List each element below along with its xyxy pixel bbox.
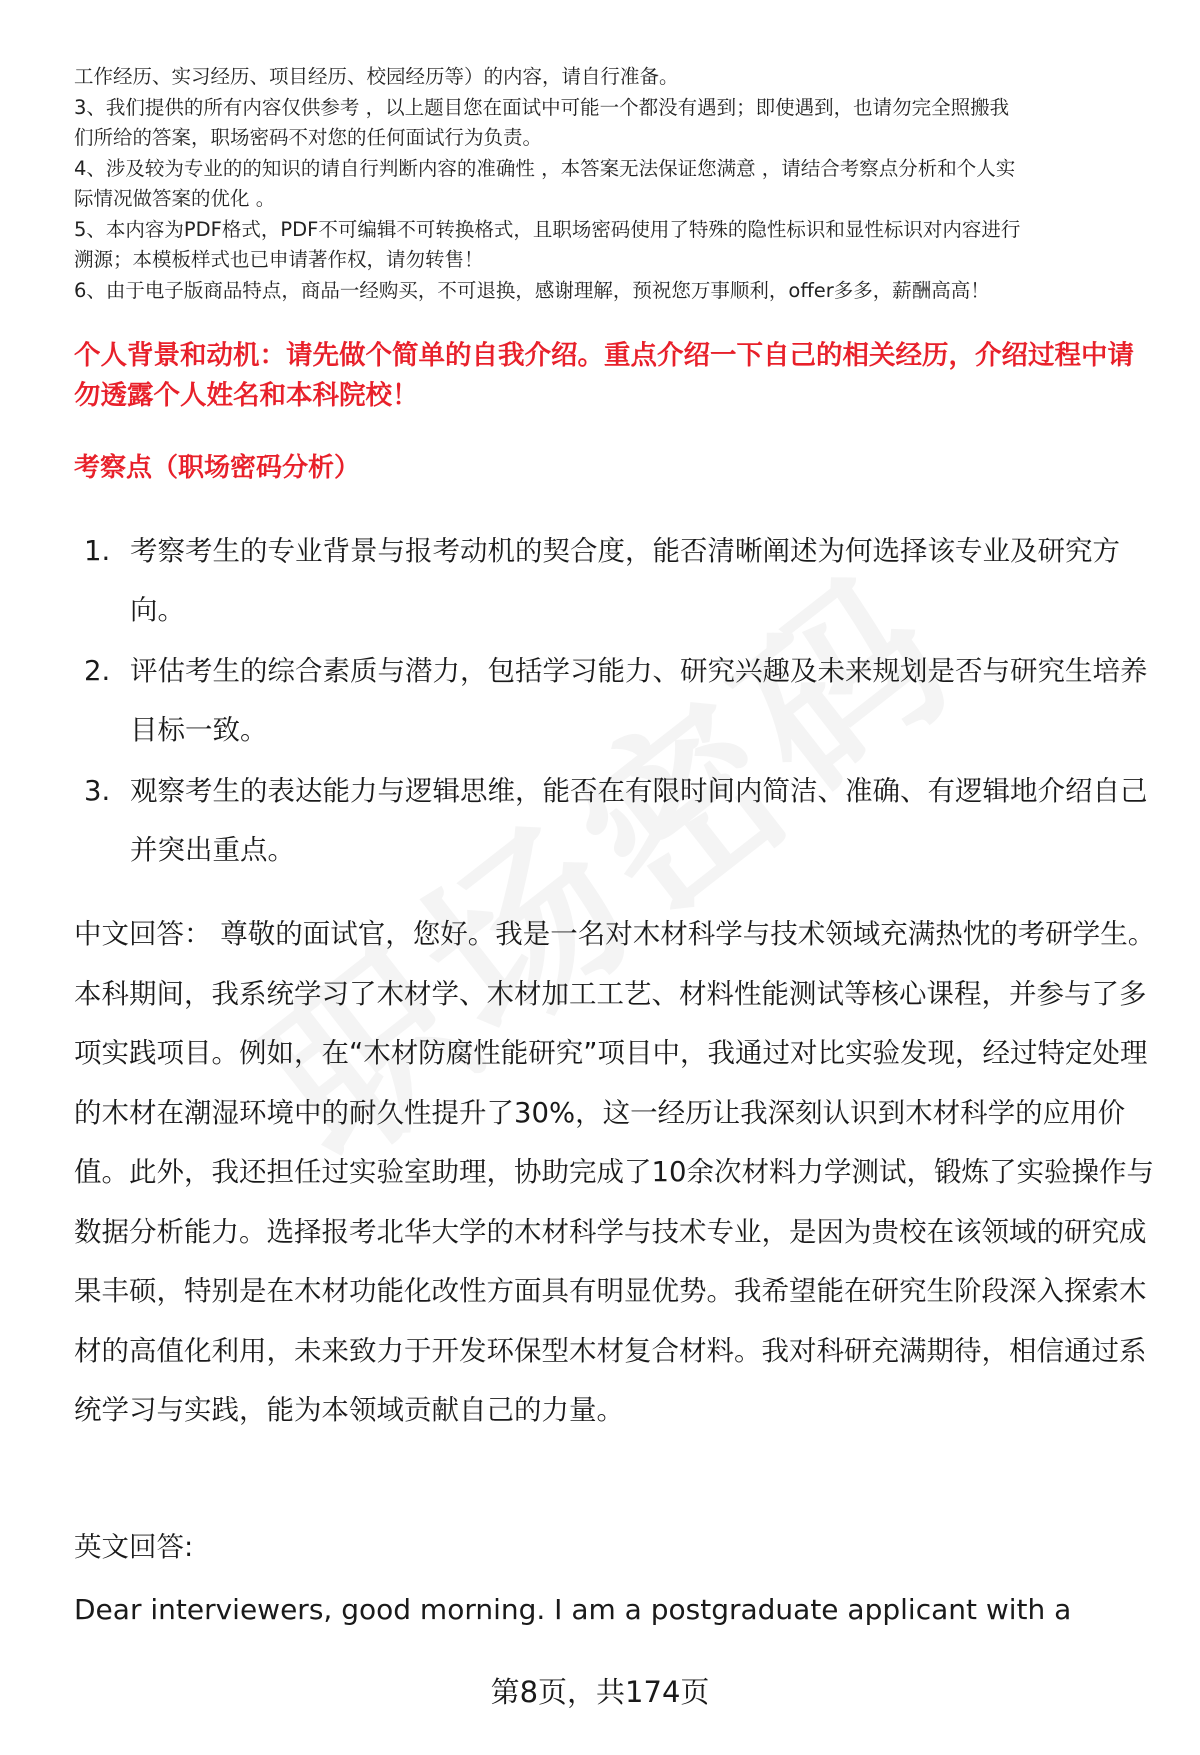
- english-answer-text: Dear interviewers, good morning. I am a postgraduate applicant with a: [74, 1593, 1072, 1626]
- english-answer-label: 英文回答:: [74, 1531, 194, 1563]
- note-line: 6、由于电子版商品特点，商品一经购买，不可退换，感谢理解，预祝您万事顺利，offer多多，薪酬高高！: [74, 278, 990, 302]
- page-footer: 第8页，共174页: [490, 1675, 710, 1709]
- note-line: 溯源；本模板样式也已申请著作权，请勿转售！: [74, 248, 484, 271]
- analysis-point: [84, 762, 1154, 880]
- note-line: 们所给的答案，职场密码不对您的任何面试行为负责。: [74, 126, 543, 149]
- notes-section: [74, 62, 1164, 306]
- point-text: 评估考生的综合素质与潜力，包括学习能力、研究兴趣及未来规划是否与研究生培养目标一致。: [130, 655, 1148, 746]
- analysis-points-list: [84, 522, 1154, 882]
- point-number: 2.: [84, 655, 111, 687]
- point-number: 3.: [84, 775, 111, 807]
- analysis-point: [84, 642, 1154, 760]
- note-line: 5、本内容为PDF格式，PDF不可编辑不可转换格式，且职场密码使用了特殊的隐性标识和显性标识对内容进行: [74, 217, 1021, 241]
- point-text: 观察考生的表达能力与逻辑思维，能否在有限时间内简洁、准确、有逻辑地介绍自己并突出重点。: [130, 775, 1148, 866]
- note-line: 4、涉及较为专业的的知识的请自行判断内容的准确性 ，本答案无法保证您满意 ，请结合考察点分析和个人实: [74, 156, 1016, 180]
- note-line: 3、我们提供的所有内容仅供参考 ，以上题目您在面试中可能一个都没有遇到；即使遇到，也请勿完全照搬我: [74, 95, 1010, 119]
- note-line: 工作经历、实习经历、项目经历、校园经历等）的内容，请自行准备。: [74, 65, 679, 88]
- point-text: 考察考生的专业背景与报考动机的契合度，能否清晰阐述为何选择该专业及研究方向。: [130, 535, 1120, 626]
- note-line: 际情况做答案的优化 。: [74, 187, 276, 210]
- analysis-heading: 考察点（职场密码分析）: [74, 453, 361, 483]
- analysis-point: [84, 522, 1154, 640]
- point-number: 1.: [84, 535, 111, 567]
- chinese-answer: 中文回答： 尊敬的面试官，您好。我是一名对木材科学与技术领域充满热忱的考研学生。本科期间，我系统学习了木材学、木材加工工艺、材料性能测试等核心课程，并参与了多项实践项目。例如，在“木材防腐性能研究”项目中，我通过对比实验发现，经过特定处理的木材在潮湿环境中的耐久性提升了30%，这一经历让我深刻认识到木材科学的应用价值。此外，我还担任过实验室助理，协助完成了10余次材料力学测试，锻炼了实验操作与数据分析能力。选择报考北华大学的木材科学与技术专业，是因为贵校在该领域的研究成果丰硕，特别是在木材功能化改性方面具有明显优势。我希望能在研究生阶段深入探索木材的高值化利用，未来致力于开发环保型木材复合材料。我对科研充满期待，相信通过系统学习与实践，能为本领域贡献自己的力量。: [74, 918, 1156, 1426]
- interview-question: 个人背景和动机：请先做个简单的自我介绍。重点介绍一下自己的相关经历，介绍过程中请勿透露个人姓名和本科院校！: [74, 340, 1134, 411]
